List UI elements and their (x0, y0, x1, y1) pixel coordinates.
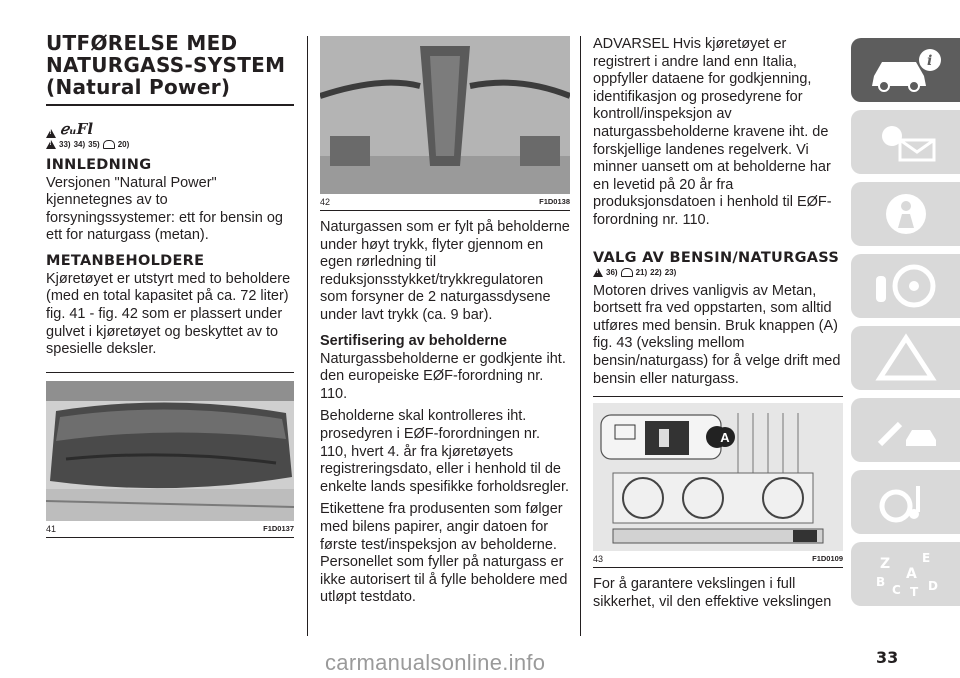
car-info-icon (866, 44, 946, 96)
figure-43 (593, 396, 843, 568)
underbody-pipes-illustration (320, 36, 570, 194)
column-right (593, 0, 843, 611)
dashboard-switch-illustration (593, 403, 843, 551)
warning-triangle-icon (866, 332, 946, 384)
figure-43-caption (593, 554, 843, 568)
warning-icon (46, 129, 56, 138)
figure-42-caption (320, 197, 570, 211)
ref-item[interactable]: 33) (59, 139, 71, 149)
tab-driving[interactable] (851, 254, 960, 318)
section-heading-intro: INNLEDNING (46, 156, 152, 173)
fuel-select-text: Motoren drives vanligvis av Metan, bortsett fra ved oppstarten, som alltid utføres med bensin. Bruk knappen (A) fig. 43 (veksling mellom bensin/naturgass) for å velge drift med bensin eller naturgass. (593, 282, 841, 387)
settings-music-icon (866, 476, 946, 528)
figure-41-image (46, 381, 294, 521)
page-number: 33 (876, 648, 899, 667)
column-divider-2 (580, 36, 581, 636)
warning-icon (593, 268, 603, 277)
warning-text: ADVARSEL Hvis kjøretøyet er registrert i andre land enn Italia, oppfyller dataene for godkjenning, identifikasjon og prosedyrene for kontroll/inspeksjon av naturgassbeholderne kravene iht. de forskjellige landenes regelverk. Vi minner uansett om at beholderne har en levetid på 20 år fra produksjonsdatoen i henhold til EØF-forordning nr. 110. (593, 36, 832, 228)
tab-dashboard[interactable] (851, 110, 960, 174)
tab-index[interactable] (851, 542, 960, 606)
section-heading-tanks: METANBEHOLDERE (46, 252, 205, 269)
figure-41-number: 41 (46, 523, 57, 534)
certification-text-3: Etikettene fra produsenten som følger med bilens papirer, angir datoen for første test/inspeksjon av beholderne. Personellet som fyller på naturgass er ikke autorisert til å fylle beholdere med utløpt testdato. (320, 501, 568, 606)
certification-text-2: Beholderne skal kontrolleres iht. prosedyren i EØF-forordningen nr. 110, hvert 4. år fra kjøretøyets registreringsdato, eller i henhold til de enkelte lands spesifikke forholdsregler. (320, 408, 570, 495)
figure-42-code: F1D0138 (539, 197, 570, 206)
tab-safety[interactable] (851, 182, 960, 246)
tab-emergency[interactable] (851, 326, 960, 390)
chapter-tabs (851, 38, 960, 614)
reference-list (593, 268, 843, 277)
airbag-seat-icon (866, 188, 946, 240)
wrench-car-icon (866, 404, 946, 456)
figure-41-code: F1D0137 (263, 523, 294, 533)
intro-text: Versjonen "Natural Power" kjennetegnes av to forsyningssystemer: ett for bensin og ett for naturgass (metan). (46, 174, 283, 244)
certification-text-1: Naturgassbeholderne er godkjente iht. den europeiske EØF-forordning nr. 110. (320, 350, 566, 402)
ref-item[interactable]: 22) (650, 267, 662, 277)
ref-item[interactable]: 35) (88, 139, 100, 149)
tab-car-info[interactable] (851, 38, 960, 102)
figure-43-code: F1D0109 (812, 554, 843, 564)
column-middle (320, 0, 570, 607)
eco-icon (103, 140, 115, 149)
figure-42-number: 42 (320, 197, 331, 207)
eco-label: ℯᵤFl (60, 119, 94, 138)
svg-text:T: T (909, 585, 918, 599)
gas-tank-underbody-illustration (46, 381, 294, 521)
eco-icon (621, 268, 633, 277)
alphabet-index-icon (866, 548, 946, 600)
eco-badge (46, 120, 294, 138)
svg-text:i: i (926, 53, 932, 69)
svg-text:E: E (921, 551, 930, 565)
dashboard-lights-icon (866, 116, 946, 168)
switch-safety-text: For å garantere vekslingen i full sikkerhet, vil den effektive vekslingen (593, 576, 832, 610)
figure-42 (320, 36, 570, 211)
figure-41-caption (46, 524, 294, 538)
certification-heading: Sertifisering av beholderne (320, 332, 507, 349)
svg-text:A: A (905, 566, 917, 582)
page-title: UTFØRELSE MED NATURGASS-SYSTEM (Natural Power) (46, 31, 286, 99)
reference-list (46, 140, 294, 149)
warning-icon (46, 140, 56, 149)
ref-item[interactable]: 21) (635, 267, 648, 277)
gas-flow-text: Naturgassen som er fylt på beholderne under høyt trykk, flyter gjennom en egen rørledning til reduksjonsstykket/trykkregulatoren som forsyner de 2 naturgassdysene under lavt trykk (ca. 9 bar). (320, 219, 570, 323)
figure-43-image (593, 403, 843, 551)
svg-text:C: C (891, 583, 901, 597)
figure-43-number: 43 (593, 554, 604, 565)
ref-item[interactable]: 20) (117, 139, 130, 149)
tanks-text: Kjøretøyet er utstyrt med to beholdere (med en total kapasitet på ca. 72 liter) fig. 41 - fig. 42 som er plassert under gulvet i kjøretøyet og beskyttet av to spesielle deksler. (46, 270, 291, 358)
figure-42-image (320, 36, 570, 194)
ref-item[interactable]: 23) (664, 267, 677, 277)
column-divider-1 (307, 36, 308, 636)
svg-text:Z: Z (879, 556, 890, 572)
section-heading-fuel-select: VALG AV BENSIN/NATURGASS (593, 249, 840, 266)
tab-multimedia[interactable] (851, 470, 960, 534)
svg-text:D: D (927, 579, 938, 593)
figure-43-callout-a: A (715, 427, 735, 447)
column-left (46, 0, 294, 538)
tab-maintenance[interactable] (851, 398, 960, 462)
title-rule (46, 104, 294, 106)
svg-text:B: B (875, 575, 885, 589)
watermark: carmanualsonline.info (325, 650, 546, 675)
figure-41 (46, 372, 294, 538)
ref-item[interactable]: 34) (73, 139, 86, 149)
steering-wheel-icon (866, 260, 946, 312)
ref-item[interactable]: 36) (606, 267, 618, 277)
